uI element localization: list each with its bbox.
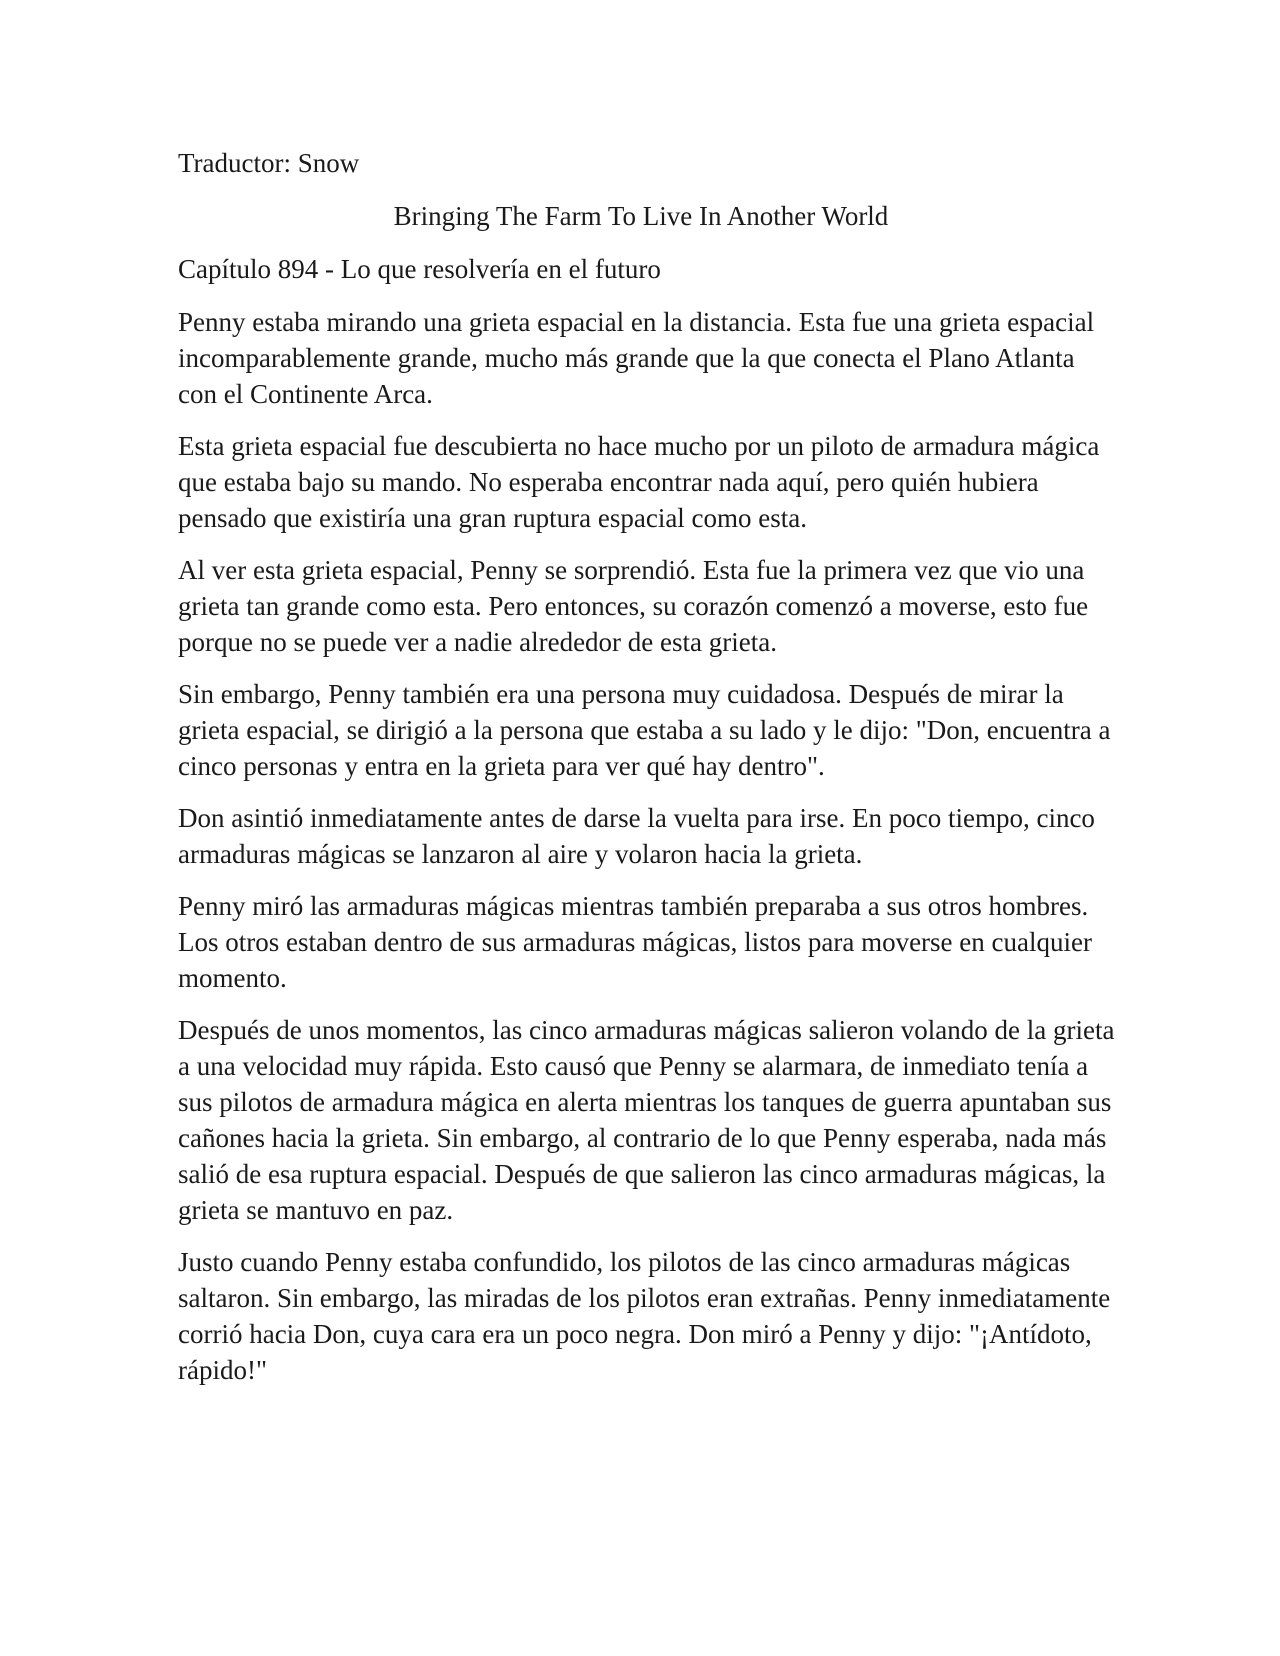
chapter-heading: Capítulo 894 - Lo que resolvería en el futuro xyxy=(178,254,661,284)
paragraph: Esta grieta espacial fue descubierta no hace mucho por un piloto de armadura mágica que estaba bajo su mando. No esperaba encontrar nada aquí, pero quién hubiera pensado que existiría una gran ruptura espacial como esta. xyxy=(178,431,1100,533)
paragraph: Justo cuando Penny estaba confundido, los pilotos de las cinco armaduras mágicas saltaron. Sin embargo, las miradas de los pilotos eran extrañas. Penny inmediatamente corrió hacia Don, cuya cara era un poco negra. Don miró a Penny y dijo: "¡Antídoto, rápido!" xyxy=(178,1247,1111,1385)
paragraph: Don asintió inmediatamente antes de darse la vuelta para irse. En poco tiempo, cinco armaduras mágicas se lanzaron al aire y volaron hacia la grieta. xyxy=(178,803,1095,869)
book-title: Bringing The Farm To Live In Another World xyxy=(393,201,889,231)
paragraph: Penny miró las armaduras mágicas mientras también preparaba a sus otros hombres. Los otros estaban dentro de sus armaduras mágicas, listos para moverse en cualquier momento. xyxy=(178,891,1092,993)
translator-credit: Traductor: Snow xyxy=(178,148,360,178)
paragraph: Al ver esta grieta espacial, Penny se sorprendió. Esta fue la primera vez que vio una grieta tan grande como esta. Pero entonces, su corazón comenzó a moverse, esto fue porque no se puede ver a nadie alrededor de esta grieta. xyxy=(178,555,1089,657)
paragraph: Después de unos momentos, las cinco armaduras mágicas salieron volando de la grieta a una velocidad muy rápida. Esto causó que Penny se alarmara, de inmediato tenía a sus pilotos de armadura mágica en alerta mientras los tanques de guerra apuntaban sus cañones hacia la grieta. Sin embargo, al contrario de lo que Penny esperaba, nada más salió de esa ruptura espacial. Después de que salieron las cinco armaduras mágicas, la grieta se mantuvo en paz. xyxy=(178,1015,1115,1225)
document-body xyxy=(178,145,1118,1404)
paragraph: Penny estaba mirando una grieta espacial en la distancia. Esta fue una grieta espacial incomparablemente grande, mucho más grande que la que conecta el Plano Atlanta con el Continente Arca. xyxy=(178,307,1095,409)
paragraph: Sin embargo, Penny también era una persona muy cuidadosa. Después de mirar la grieta espacial, se dirigió a la persona que estaba a su lado y le dijo: "Don, encuentra a cinco personas y entra en la grieta para ver qué hay dentro". xyxy=(178,679,1111,781)
